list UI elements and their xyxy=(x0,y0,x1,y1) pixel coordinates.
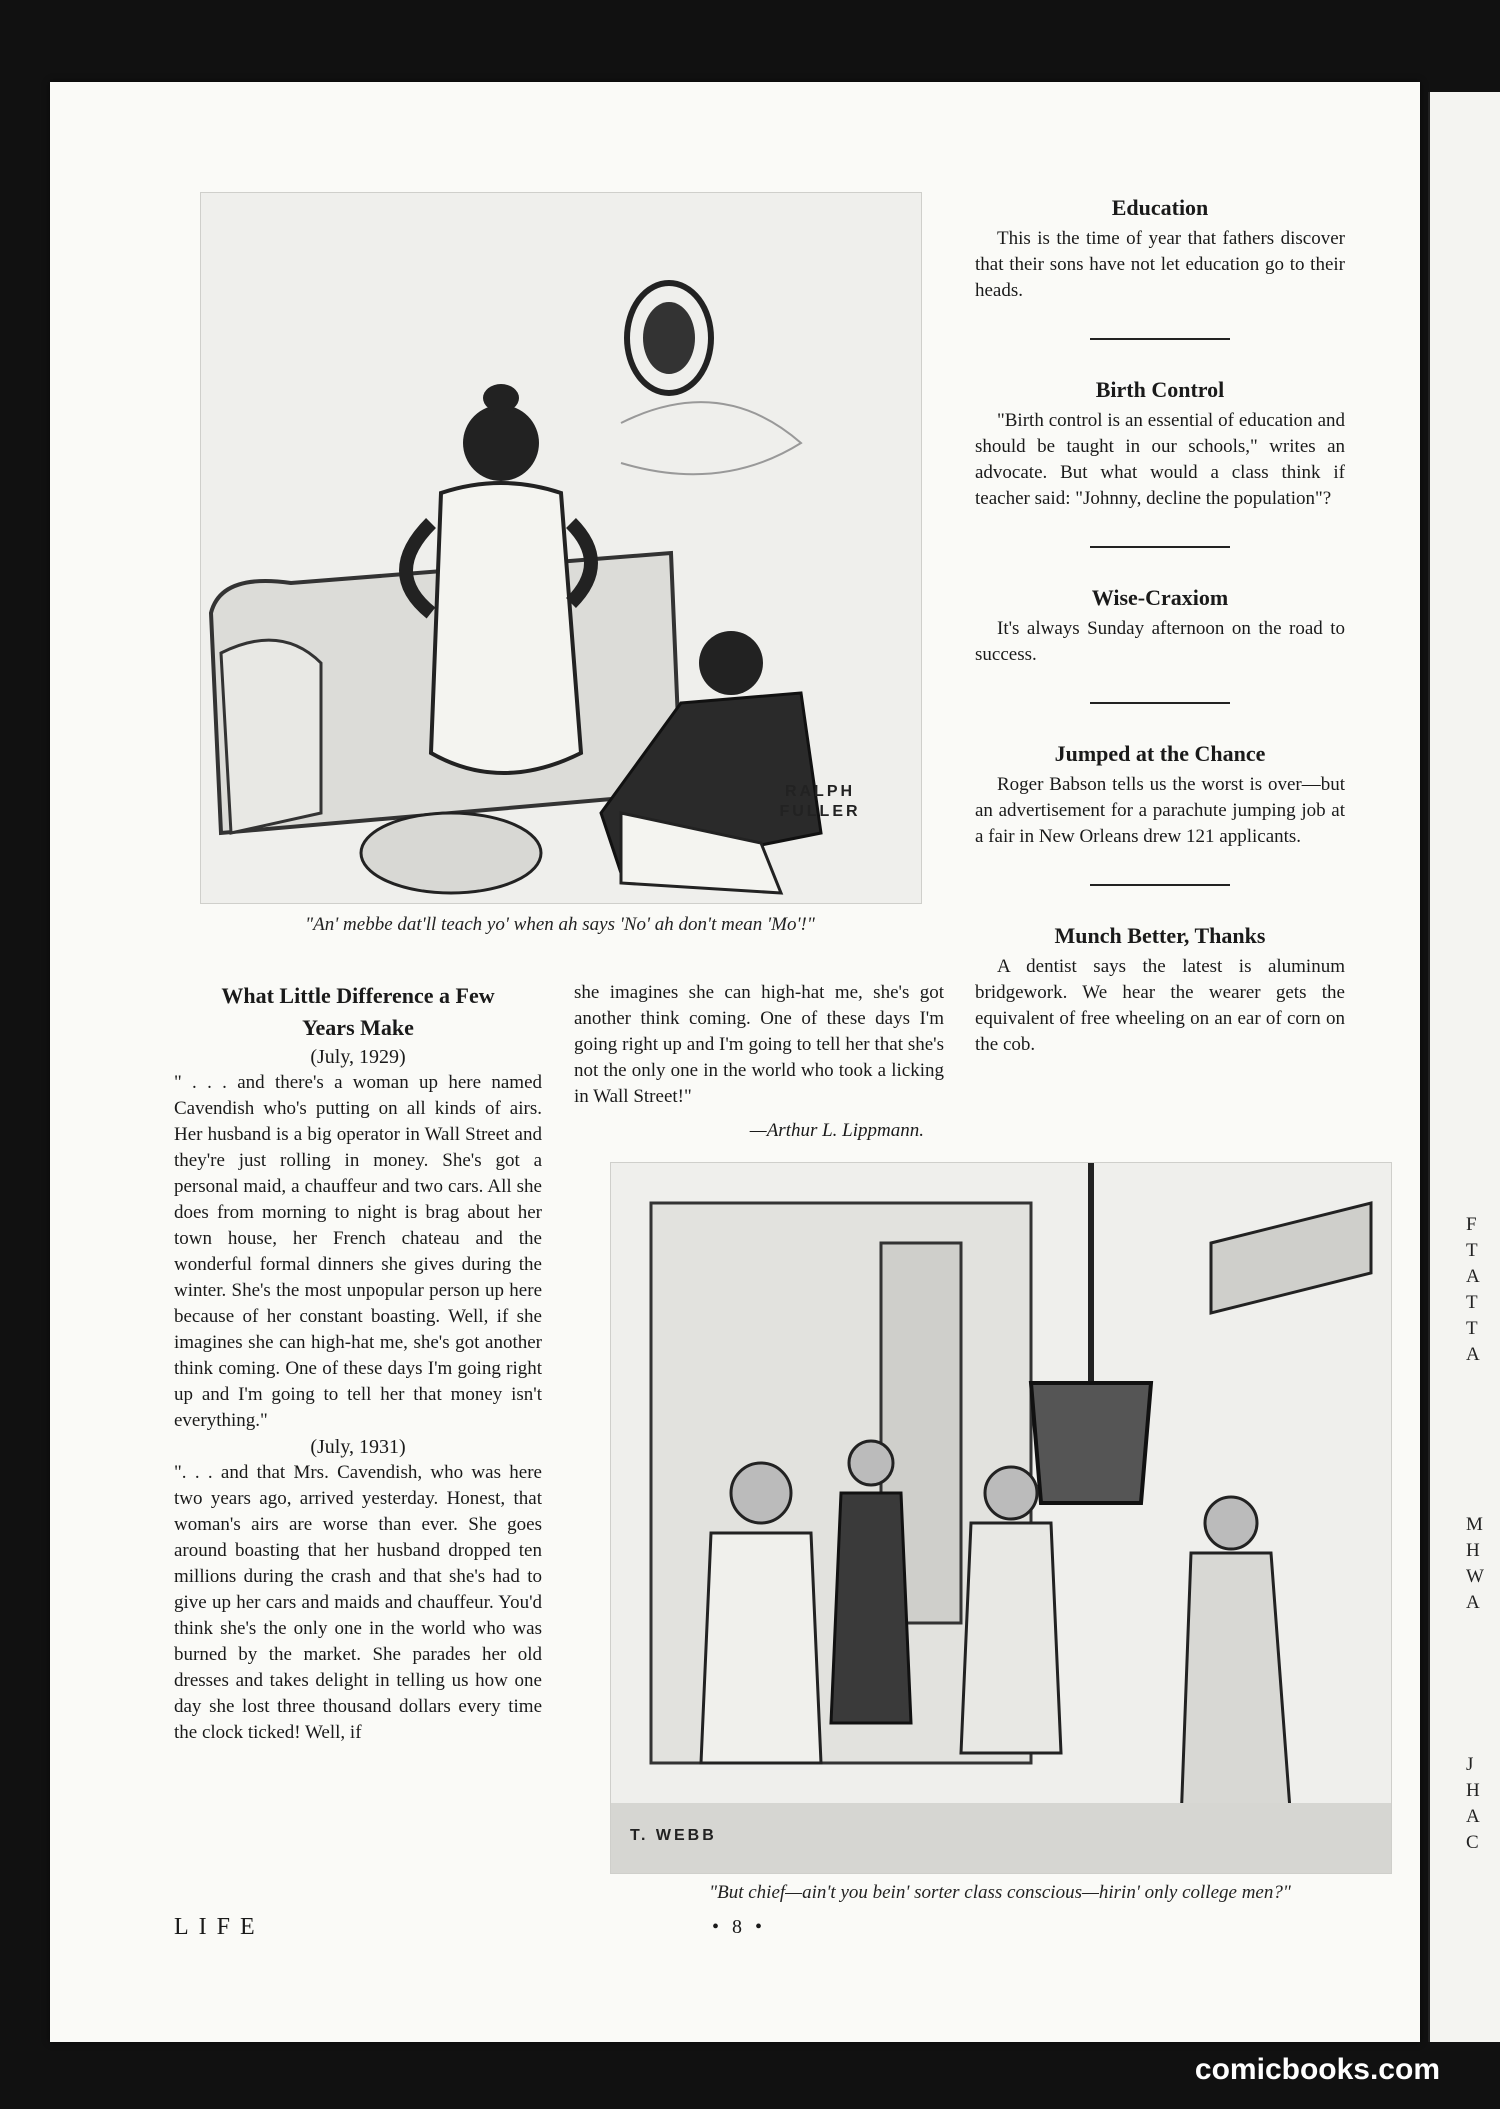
item-text-wise-craxiom: It's always Sunday afternoon on the road to success. xyxy=(975,618,1345,665)
magazine-page xyxy=(50,82,1420,2042)
bottom-cartoon-drawing xyxy=(611,1163,1391,1873)
adjacent-page-text: A xyxy=(1466,1266,1480,1287)
article-title: What Little Difference a Few Years Make xyxy=(221,983,495,1040)
divider-rule xyxy=(1090,702,1230,704)
divider-rule xyxy=(1090,884,1230,886)
top-cartoon-caption: "An' mebbe dat'll teach yo' when ah says 'No' ah don't mean 'Mo'!" xyxy=(305,914,815,935)
article-column-1 xyxy=(174,980,542,1746)
item-title-education: Education xyxy=(1111,195,1209,220)
article-paragraph-3: she imagines she can high-hat me, she's got another think coming. One of these days I'm going right up and I'm going to tell her that she's not the only one in the world who took a licking in Wall Street!" xyxy=(574,982,944,1107)
adjacent-page-text: T xyxy=(1466,1240,1478,1261)
adjacent-page-text: F xyxy=(1466,1214,1477,1235)
divider-rule xyxy=(1090,546,1230,548)
magazine-name: LIFE xyxy=(174,1914,265,1940)
bottom-cartoon-illustration xyxy=(610,1162,1392,1874)
article-date-1931: (July, 1931) xyxy=(310,1436,406,1458)
item-title-birth-control: Birth Control xyxy=(1095,377,1225,402)
article-author: —Arthur L. Lippmann. xyxy=(749,1120,924,1141)
adjacent-page-text: A xyxy=(1466,1592,1480,1613)
item-text-education: This is the time of year that fathers discover that their sons have not let education go to their heads. xyxy=(975,228,1345,301)
item-title-munch-better: Munch Better, Thanks xyxy=(1054,923,1266,948)
item-text-birth-control: "Birth control is an essential of education and should be taught in our schools," writes an advocate. But what would a class think if teacher said: "Johnny, decline the population"? xyxy=(975,410,1345,509)
adjacent-page-text: J xyxy=(1466,1754,1474,1775)
adjacent-page-text: M xyxy=(1466,1514,1483,1535)
bottom-cartoon-signature: T. WEBB xyxy=(630,1827,717,1844)
adjacent-page-text: A xyxy=(1466,1344,1480,1365)
article-paragraph-2: ". . . and that Mrs. Cavendish, who was here two years ago, arrived yesterday. Honest, that woman's airs are worse than ever. She goes around boasting that her husband dropped ten millions during the crash and that she's had to give up her cars and maids and chauffeur. You'd think she's the only one in the world who was burned by the market. She parades her old dresses and takes delight in telling us how one day she lost three thousand dollars every time the clock ticked! Well, if xyxy=(174,1462,542,1743)
right-column-items xyxy=(975,192,1345,1058)
item-text-munch-better: A dentist says the latest is aluminum bridgework. We hear the wearer gets the equivalent of free wheeling on an ear of corn on the cob. xyxy=(975,956,1345,1055)
top-cartoon-signature: RALPH FULLER xyxy=(779,783,861,820)
item-title-wise-craxiom: Wise-Craxiom xyxy=(1091,585,1229,610)
bottom-cartoon-caption: "But chief—ain't you bein' sorter class conscious—hirin' only college men?" xyxy=(709,1882,1291,1903)
divider-rule xyxy=(1090,338,1230,340)
adjacent-page-text: T xyxy=(1466,1318,1478,1339)
adjacent-page-text: H xyxy=(1466,1780,1480,1801)
watermark: comicbooks.com xyxy=(1194,2053,1440,2086)
item-text-jumped-at-the-chance: Roger Babson tells us the worst is over—but an advertisement for a parachute jumping job at a fair in New Orleans drew 121 applicants. xyxy=(975,774,1345,847)
adjacent-page-text: C xyxy=(1466,1832,1479,1853)
item-title-jumped-at-the-chance: Jumped at the Chance xyxy=(1054,741,1266,766)
adjacent-page-text: W xyxy=(1466,1566,1484,1587)
article-date-1929: (July, 1929) xyxy=(310,1046,406,1068)
page-number: • 8 • xyxy=(712,1916,767,1938)
adjacent-page-text: T xyxy=(1466,1292,1478,1313)
article-paragraph-1: " . . . and there's a woman up here named Cavendish who's putting on all kinds of airs. Her husband is a big operator in Wall Street and they're just rolling in money. She's got a personal maid, a chauffeur and two cars. All she does from morning to night is brag about her town house, her French chateau and the wonderful formal dinners she gives during the winter. She's the most unpopular person up here because of her constant boasting. Well, if she imagines she can high-hat me, she's got another think coming. One of these days I'm going right up and I'm going to tell her that money isn't everything." xyxy=(174,1072,542,1431)
adjacent-page-text: A xyxy=(1466,1806,1480,1827)
adjacent-page-text: H xyxy=(1466,1540,1480,1561)
article-column-2 xyxy=(574,980,944,1144)
adjacent-page-edge xyxy=(1428,92,1500,2042)
